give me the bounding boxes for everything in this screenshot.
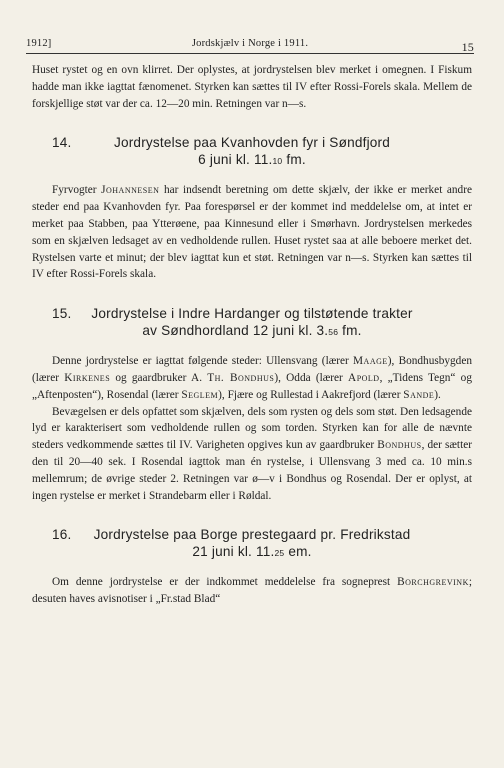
section-title-line1: Jordrystelse i Indre Hardanger og tilstøtende trakter — [91, 306, 413, 322]
page-body — [32, 62, 472, 608]
section-14-title — [32, 134, 472, 170]
section-title-line1: Jordrystelse paa Kvanhovden fyr i Søndfjord — [113, 135, 391, 151]
section-number: 16. — [52, 527, 72, 543]
header-rule — [26, 53, 474, 54]
section-15-paragraph-1: Denne jordrystelse er iagttat følgende steder: Ullensvang (lærer Maage), Bondhusbygden (lærer Kirkenes og gaardbruker A. Th. Bondhus), Odda (lærer Apold, „Tidens Tegn“ og „Aftenposten“), Rosendal (lærer Seglem), Fjære og Rullestad i Aakrefjord (lærer Sande). — [32, 355, 472, 401]
section-title-line2: 6 juni kl. 11.10 fm. — [198, 152, 306, 168]
section-15-title — [32, 305, 472, 341]
section-number: 14. — [52, 135, 72, 151]
header-title: Jordskjælv i Norge i 1911. — [191, 38, 309, 49]
section-14-paragraph: Fyrvogter Johannesen har indsendt beretning om dette skjælv, der ikke er merket andre steder end paa Kvanhovden fyr. Paa forespørsel er der kommet ind meddelelse om, at intet er merket paa Stabben, paa Ytterøene, paa Kinnesund eller i Smørhavn. Jordrystelsen merkedes som en skjælven ledsaget av en vedholdende rullen. Huset rystet saa at alle beboere merket det. Rystelsen varte et minut; der blev iagttat kun et støt. Retningen var n—s. Styrken kan sættes til IV efter Rossi-Forels skala. — [32, 184, 472, 281]
section-title-line2: av Søndhordland 12 juni kl. 3.56 fm. — [142, 323, 362, 339]
header-year: 1912] — [26, 38, 52, 49]
page-number: 15 — [461, 40, 474, 54]
section-15-paragraph-2: Bevægelsen er dels opfattet som skjælven, dels som rysten og dels som støt. Den ledsagende lyd er karakterisert som vedholdende rullen og som torden. Styrken kan for alle de nævnte steders vedkommende sættes til IV. Varigheten opgives kun av gaardbruker Bondhus, der sætter den til 20—40 sek. I Rosendal iagttok man én rystelse, i Ullensvang 3 med ca. 10 min.s mellemrum; de øvrige steder 2. Retningen var ø—v i Bondhus og Rosendal. Der er oplyst, at ingen rystelse er merket i Strandebarm eller i Røldal. — [32, 405, 472, 502]
intro-paragraph: Huset rystet og en ovn klirret. Der oplystes, at jordrystelsen blev merket i omegnen. I Fiskum hadde man ikke iagttat fænomenet. Styrken kan sættes til IV efter Rossi-Forels skala. Mellem de forskjellige støt var der ca. 12—20 min. Retningen var n—s. — [32, 64, 472, 110]
section-16-paragraph: Om denne jordrystelse er der indkommet meddelelse fra sogneprest Borchgrevink; desuten haves avisnotiser i „Fr.stad Blad“ — [32, 576, 472, 606]
section-title-line1: Jordrystelse paa Borge prestegaard pr. Fredrikstad — [93, 527, 411, 543]
section-16-title — [32, 526, 472, 562]
section-number: 15. — [52, 306, 72, 322]
section-title-line2: 21 juni kl. 11.25 em. — [192, 544, 312, 560]
